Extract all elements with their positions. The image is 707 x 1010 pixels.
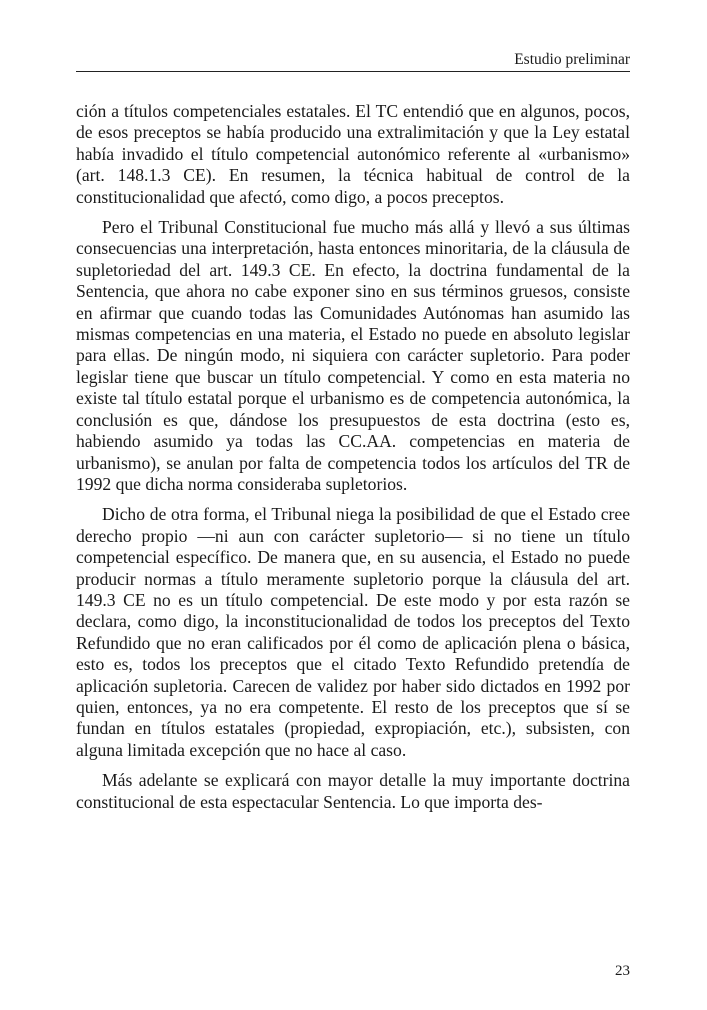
page-number: 23 [615,963,630,979]
body-text [76,101,630,822]
paragraph: Pero el Tribunal Constitucional fue mucho más allá y llevó a sus últimas consecuencias una interpretación, hasta entonces minoritaria, de la cláusula de supletoriedad del art. 149.3 CE. En efecto, la doctrina fundamental de la Sentencia, que ahora no cabe exponer sino en sus términos gruesos, consiste en afirmar que cuando todas las Comunidades Autónomas han asumido las mismas competencias en una materia, el Estado no puede en absoluto legislar para ellas. De ningún modo, ni siquiera con carácter supletorio. Para poder legislar tiene que buscar un título competencial. Y como en esta materia no existe tal título estatal porque el urbanismo es de competencia autonómica, la conclusión es que, dándose los presupuestos de esta doctrina (esto es, habiendo asumido ya todas las CC.AA. competencias en materia de urbanismo), se anulan por falta de competencia todos los artículos del TR de 1992 que dicha norma consideraba supletorios. [76,217,630,494]
paragraph-continuation: ción a títulos competenciales estatales. El TC entendió que en algunos, pocos, de esos preceptos se había producido una extralimitación y que la Ley estatal había invadido el título competencial autonómico referente al «urbanismo» (art. 148.1.3 CE). En resumen, la técnica habitual de control de la constitucionalidad que afectó, como digo, a pocos preceptos. [76,101,630,207]
running-head: Estudio preliminar [514,51,630,68]
header-rule [76,71,630,72]
paragraph: Dicho de otra forma, el Tribunal niega la posibilidad de que el Estado cree derecho propio —ni aun con carácter supletorio— si no tiene un título competencial específico. De manera que, en su ausencia, el Estado no puede producir normas a título meramente supletorio porque la cláusula del art. 149.3 CE no es un título competencial. De este modo y por esta razón se declara, como digo, la inconstitucionalidad de todos los preceptos del Texto Refundido que no eran calificados por él como de aplicación plena o básica, esto es, todos los preceptos que el citado Texto Refundido pretendía de aplicación supletoria. Carecen de validez por haber sido dictados en 1992 por quien, entonces, ya no era competente. El resto de los preceptos que sí se fundan en títulos estatales (propiedad, expropiación, etc.), subsisten, con alguna limitada excepción que no hace al caso. [76,504,630,760]
paragraph: Más adelante se explicará con mayor detalle la muy importante doctrina constitucional de esta espectacular Sentencia. Lo que importa des- [76,770,630,812]
